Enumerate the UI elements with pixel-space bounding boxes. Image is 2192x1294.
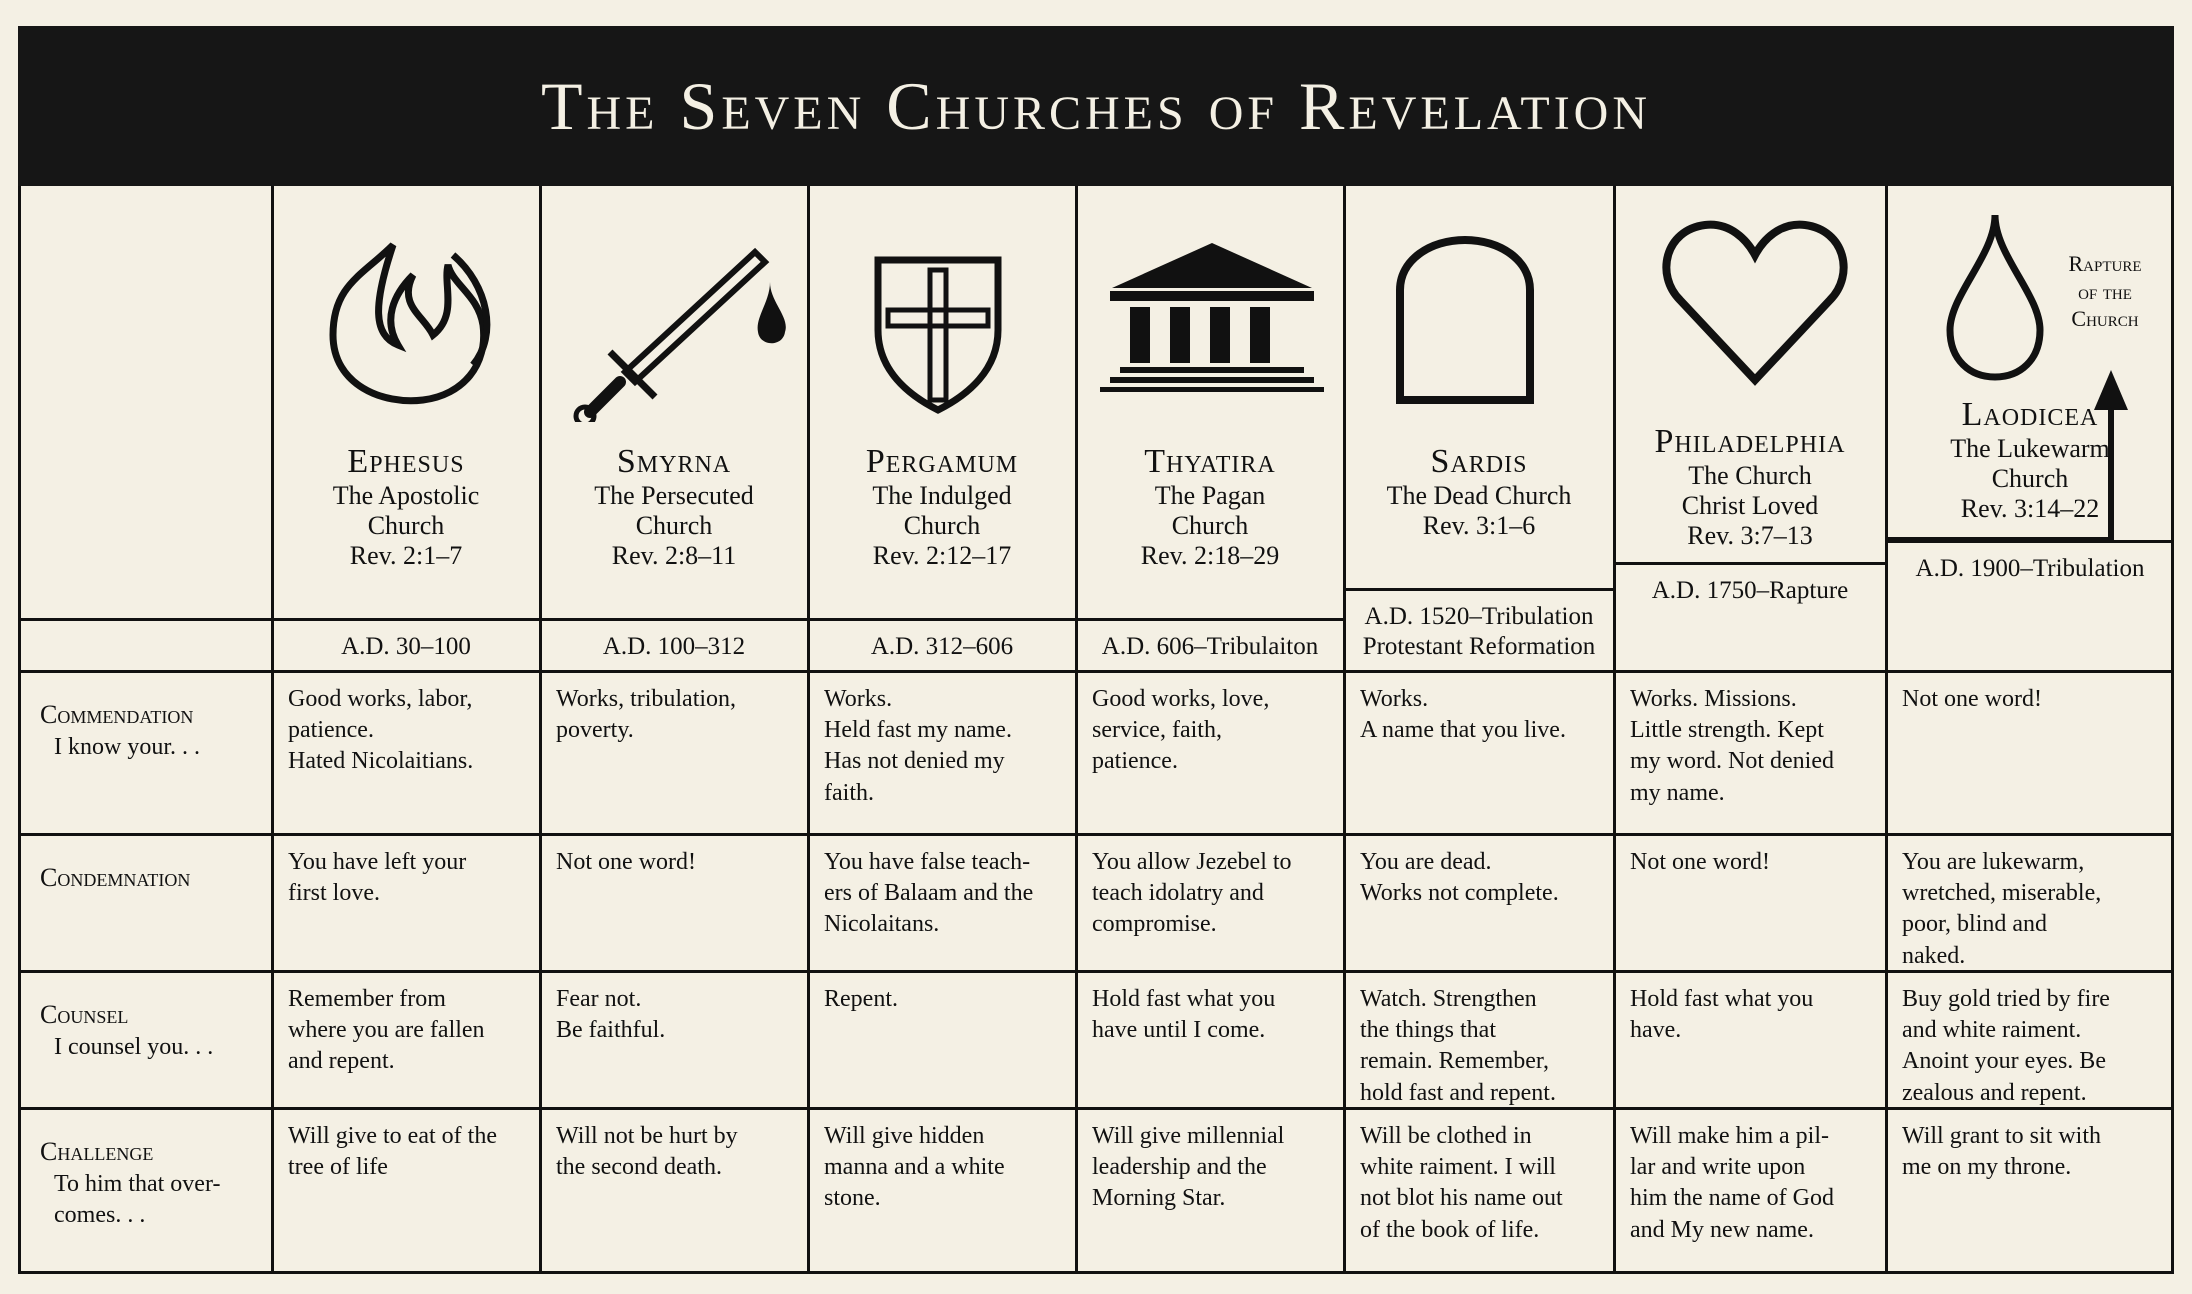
church-reference: Rev. 2:18–29 (1140, 540, 1280, 570)
table-cell: Will grant to sit with me on my throne. (1902, 1123, 2102, 1181)
church-subtitle: The Indulged Church (872, 481, 1012, 540)
church-subtitle: The Church Christ Loved (1681, 461, 1819, 520)
rapture-note-line: of the (2078, 278, 2132, 304)
church-reference: Rev. 3:7–13 (1687, 520, 1813, 550)
table-cell: Will be clothed in white raiment. I will not blot his name out of the book of life. (1360, 1123, 1563, 1243)
church-subtitle: The Lukewarm Church (1950, 434, 2110, 493)
church-reference: Rev. 3:14–22 (1960, 493, 2100, 523)
table-cell: Hold fast what you have. (1630, 986, 1814, 1044)
table-cell: Will not be hurt by the second death. (556, 1123, 738, 1181)
table-cell: Not one word! (556, 849, 696, 875)
row-label-hint: I know your. . . (54, 733, 200, 760)
row-label-title: Condemnation (40, 863, 191, 892)
table-cell: Fear not. Be faithful. (556, 986, 666, 1044)
column-divider (539, 186, 542, 1274)
church-heading (1614, 422, 1886, 551)
flame-icon (303, 225, 503, 420)
church-era (808, 632, 1076, 662)
era-extra: Protestant Reformation (1362, 633, 1596, 660)
church-name: Smyrna (616, 443, 732, 480)
table-cell: Will give hidden manna and a white stone. (824, 1123, 1005, 1212)
teardrop-icon (1935, 205, 2055, 390)
page-title: The Seven Churches of Revelation (18, 26, 2174, 186)
cross-shield-icon (858, 240, 1018, 425)
church-name: Thyatira (1144, 443, 1276, 480)
church-subtitle: The Dead Church (1386, 481, 1572, 511)
church-heading (272, 442, 540, 571)
tombstone-icon (1380, 230, 1550, 415)
church-subtitle: The Pagan Church (1154, 481, 1266, 540)
column-divider (1343, 186, 1346, 1274)
table-cell: Will make him a pil- lar and write upon him the name of God and My new name. (1630, 1123, 1834, 1243)
row-divider (18, 970, 2174, 973)
row-label-condemnation (40, 861, 265, 895)
rapture-note-line: Church (2071, 306, 2139, 331)
table-cell: You are lukewarm, wretched, miserable, poor, blind and naked. (1902, 849, 2102, 969)
church-reference: Rev. 2:8–11 (611, 540, 737, 570)
table-cell: Repent. (824, 986, 898, 1012)
table-cell: You allow Jezebel to teach idolatry and compromise. (1092, 849, 1292, 938)
church-era (540, 632, 808, 662)
table-cell: Not one word! (1902, 686, 2042, 712)
row-divider (18, 833, 2174, 836)
column-divider (271, 186, 274, 1274)
table-cell: Good works, love, service, faith, patience. (1092, 686, 1270, 775)
table-cell: Remember from where you are fallen and repent. (288, 986, 485, 1075)
column-divider (807, 186, 810, 1274)
era-band-top-line (272, 618, 540, 621)
church-heading (540, 442, 808, 571)
church-name: Sardis (1430, 443, 1528, 480)
row-label-challenge (40, 1135, 265, 1231)
row-label-hint: I counsel you. . . (54, 1033, 214, 1060)
era-band-top-line (1344, 588, 1614, 591)
table-cell: Works. Held fast my name. Has not denied my faith. (824, 686, 1012, 806)
church-name: Laodicea (1961, 396, 2099, 433)
church-era (1076, 632, 1344, 662)
era-dates: A.D. 312–606 (870, 633, 1014, 660)
column-divider (1885, 186, 1888, 1274)
heart-icon (1655, 210, 1855, 395)
table-cell: Watch. Strengthen the things that remain. Remember, hold fast and repent. (1360, 986, 1556, 1106)
church-era (1344, 602, 1614, 662)
church-era (1614, 576, 1886, 606)
table-cell: Works. A name that you live. (1360, 686, 1566, 744)
era-dates: A.D. 606–Tribulaiton (1101, 633, 1319, 660)
row-divider (18, 670, 2174, 673)
era-dates: A.D. 1750–Rapture (1651, 577, 1849, 604)
church-heading (1886, 395, 2174, 524)
row-label-commendation (40, 698, 265, 763)
church-subtitle: The Persecuted Church (594, 481, 754, 540)
church-heading (1344, 442, 1614, 541)
church-subtitle: The Apostolic Church (332, 481, 480, 540)
table-cell: Not one word! (1630, 849, 1770, 875)
table-cell: Hold fast what you have until I come. (1092, 986, 1276, 1044)
sword-blood-icon (565, 232, 805, 427)
table-cell: You have left your first love. (288, 849, 467, 907)
table-cell: Good works, labor, patience. Hated Nicolaitians. (288, 686, 474, 775)
row-label-title: Counsel (40, 1000, 129, 1029)
era-dates: A.D. 1900–Tribulation (1915, 555, 2145, 582)
table-cell: Works, tribulation, poverty. (556, 686, 737, 744)
table-cell: You are dead. Works not complete. (1360, 849, 1559, 907)
rapture-note-line: Rapture (2068, 251, 2142, 276)
row-divider (18, 1107, 2174, 1110)
church-name: Ephesus (347, 443, 465, 480)
church-reference: Rev. 3:1–6 (1422, 510, 1536, 540)
era-band-top-line (1076, 618, 1344, 621)
rapture-note (2040, 250, 2170, 333)
era-band-top-line (1614, 562, 1886, 565)
table-cell: Buy gold tried by fire and white raiment. Anoint your eyes. Be zealous and repent. (1902, 986, 2110, 1106)
table-cell: Will give millennial leadership and the Morning Star. (1092, 1123, 1285, 1212)
church-reference: Rev. 2:1–7 (349, 540, 463, 570)
temple-icon (1092, 233, 1332, 398)
era-band-top-line (540, 618, 808, 621)
column-divider (1613, 186, 1616, 1274)
era-band-top-line (808, 618, 1076, 621)
church-name: Philadelphia (1654, 423, 1846, 460)
church-name: Pergamum (865, 443, 1019, 480)
church-heading (1076, 442, 1344, 571)
era-dates: A.D. 30–100 (341, 633, 471, 660)
era-band-top-line (18, 618, 272, 621)
row-label-title: Commendation (40, 700, 194, 729)
church-heading (808, 442, 1076, 571)
table-cell: Works. Missions. Little strength. Kept my word. Not denied my name. (1630, 686, 1834, 806)
era-dates: A.D. 1520–Tribulation (1364, 603, 1594, 630)
church-era (272, 632, 540, 662)
church-era (1886, 554, 2174, 584)
table-cell: Will give to eat of the tree of life (288, 1123, 497, 1181)
row-label-hint: To him that over- comes. . . (54, 1170, 221, 1228)
church-reference: Rev. 2:12–17 (872, 540, 1012, 570)
table-cell: You have false teach- ers of Balaam and the Nicolaitans. (824, 849, 1034, 938)
row-label-counsel (40, 998, 265, 1063)
row-label-title: Challenge (40, 1137, 154, 1166)
column-divider (1075, 186, 1078, 1274)
era-dates: A.D. 100–312 (602, 633, 746, 660)
